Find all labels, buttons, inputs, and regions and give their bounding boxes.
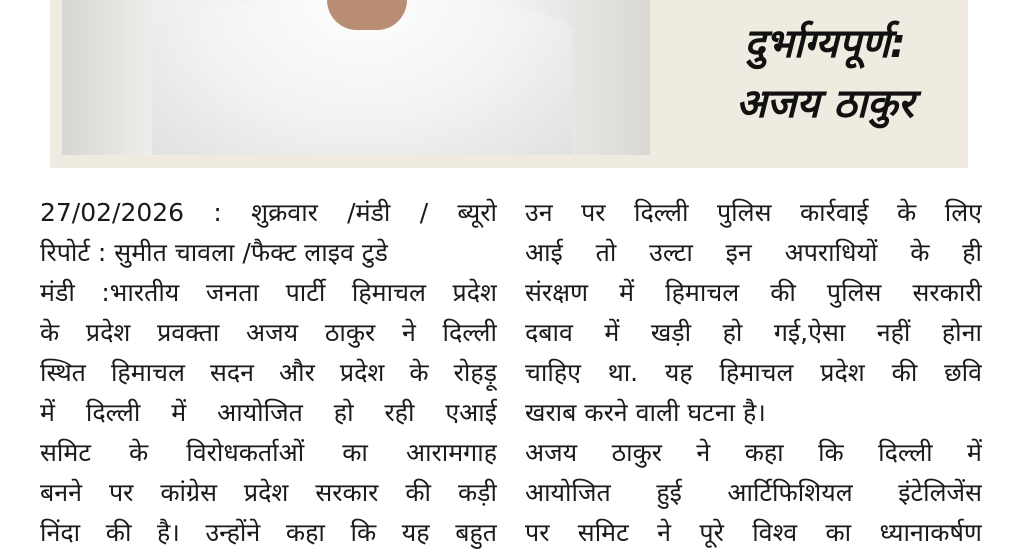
headline-line-1: दुर्भाग्यपूर्ण:	[744, 21, 906, 67]
article-line: चाहिए था. यह हिमाचल प्रदेश की छवि	[525, 358, 982, 387]
article-column-right	[525, 193, 982, 553]
article-line: पर समिट ने पूरे विश्व का ध्यानाकर्षण	[525, 518, 982, 547]
article-line: आई तो उल्टा इन अपराधियों के ही	[525, 238, 982, 267]
article-line: के प्रदेश प्रवक्ता अजय ठाकुर ने दिल्ली	[40, 318, 497, 347]
article-line: बनने पर कांग्रेस प्रदेश सरकार की कड़ी	[40, 478, 497, 507]
headline-line-2: अजय ठाकुर	[735, 81, 915, 127]
article-line: में दिल्ली में आयोजित हो रही एआई	[40, 398, 497, 427]
article-line: उन पर दिल्ली पुलिस कार्रवाई के लिए	[525, 198, 982, 227]
article-line: रिपोर्ट : सुमीत चावला /फैक्ट लाइव टुडे	[40, 238, 388, 267]
article-line: निंदा की है। उन्होंने कहा कि यह बहुत	[40, 518, 497, 547]
article-line: समिट के विरोधकर्ताओं का आरामगाह	[40, 438, 497, 467]
article-line: अजय ठाकुर ने कहा कि दिल्ली में	[525, 438, 982, 467]
article-line: स्थित हिमाचल सदन और प्रदेश के रोहड़ू	[40, 358, 497, 387]
article-line: 27/02/2026 : शुक्रवार /मंडी / ब्यूरो	[40, 198, 497, 227]
article-line: खराब करने वाली घटना है।	[525, 398, 766, 427]
article-column-left	[40, 193, 497, 553]
news-photo	[62, 0, 650, 155]
article-line: आयोजित हुई आर्टिफिशियल इंटेलिजेंस	[525, 478, 982, 507]
article-line: मंडी :भारतीय जनता पार्टी हिमाचल प्रदेश	[40, 278, 497, 307]
article-line: संरक्षण में हिमाचल की पुलिस सरकारी	[525, 278, 982, 307]
headline	[690, 14, 960, 134]
article-line: दबाव में खड़ी हो गई,ऐसा नहीं होना	[525, 318, 982, 347]
